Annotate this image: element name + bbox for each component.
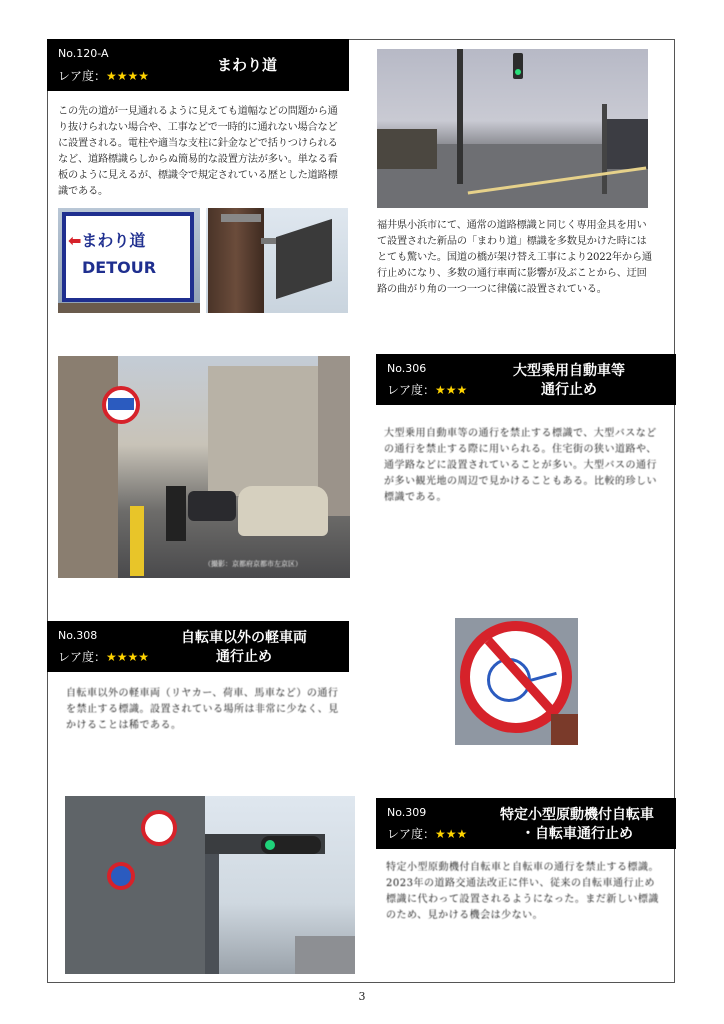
entry-note: 福井県小浜市にて、通常の道路標識と同じく専用金具を用いて設置された新品の「まわり道」標識を多数見かけた時にはとても驚いた。国道の橋が架け替え工事により2022年から通行止めになり、多数の通行車両に影響が及ぶことから、迂回路の曲がり角の一つ一つに律儀に設置されている。 — [377, 220, 652, 295]
rarity: レア度：★★★ — [387, 827, 468, 841]
entry-number: No.309 — [387, 806, 427, 819]
rarity: レア度：★★★★ — [58, 69, 150, 83]
entry-title: まわり道 — [216, 56, 277, 74]
entry-description: 特定小型原動機付自転車と自転車の通行を禁止する標識。2023年の道路交通法改正に伴い、従来の自転車通行止め標識に代わって設置されるようになった。まだ新しい標識のため、見かける機会は少ない。 — [386, 862, 659, 921]
entry-description: 大型乗用自動車等の通行を禁止する標識で、大型バスなどの通行を禁止する際に用いられる。住宅街の狭い道路や、通学路などに設置されていることが多い。大型バスの通行が多い観光地の周辺で見かけることもある。比較的珍しい標識である。 — [384, 428, 657, 503]
photo-sign-bracket — [206, 208, 348, 313]
entry-header-306 — [376, 354, 676, 405]
arrow-left-icon: ⬅ — [68, 231, 82, 250]
entry-number: No.308 — [58, 629, 98, 642]
page-number: 3 — [358, 990, 366, 1003]
photo-caption: （撮影：京都府京都市左京区） — [204, 560, 302, 568]
photo-no308-sign — [455, 618, 578, 745]
photo-obama-street — [377, 49, 648, 208]
entry-description: この先の道が一見通れるように見えても道幅などの問題から通り抜けられない場合や、工事などで一時的に通れない場合などに設置される。電柱や適当な支柱に針金などで括りつけられるなど、道路標識らしからぬ簡易的な設置方法が多い。単なる看板のように見えるが、標識令で規定されている歴とした道路標識である。 — [58, 106, 338, 197]
rarity-stars: ★★★★ — [106, 650, 150, 664]
entry-number: No.120-A — [58, 47, 109, 60]
rarity-stars: ★★★★ — [106, 69, 150, 83]
entry-number: No.306 — [387, 362, 427, 375]
rarity: レア度：★★★★ — [58, 650, 150, 664]
rarity-stars: ★★★ — [435, 383, 468, 397]
entry-header-120a — [47, 39, 349, 91]
entry-title: 自転車以外の軽車両 通行止め — [181, 630, 307, 665]
photo-no306-street — [58, 356, 350, 578]
photo-detour-sign: ⬅まわり道 DETOUR — [58, 208, 200, 313]
photo-no309-street — [65, 796, 355, 974]
entry-description: 自転車以外の軽車両（リヤカー、荷車、馬車など）の通行を禁止する標識。設置されている場所は非常に少なく、見かけることは稀である。 — [66, 688, 339, 731]
entry-title: 特定小型原動機付自転車 ・自転車通行止め — [500, 807, 654, 842]
entry-header-308 — [47, 621, 349, 672]
rarity-stars: ★★★ — [435, 827, 468, 841]
entry-header-309 — [376, 798, 676, 849]
entry-title: 大型乗用自動車等 通行止め — [513, 363, 625, 398]
rarity: レア度：★★★ — [387, 383, 468, 397]
